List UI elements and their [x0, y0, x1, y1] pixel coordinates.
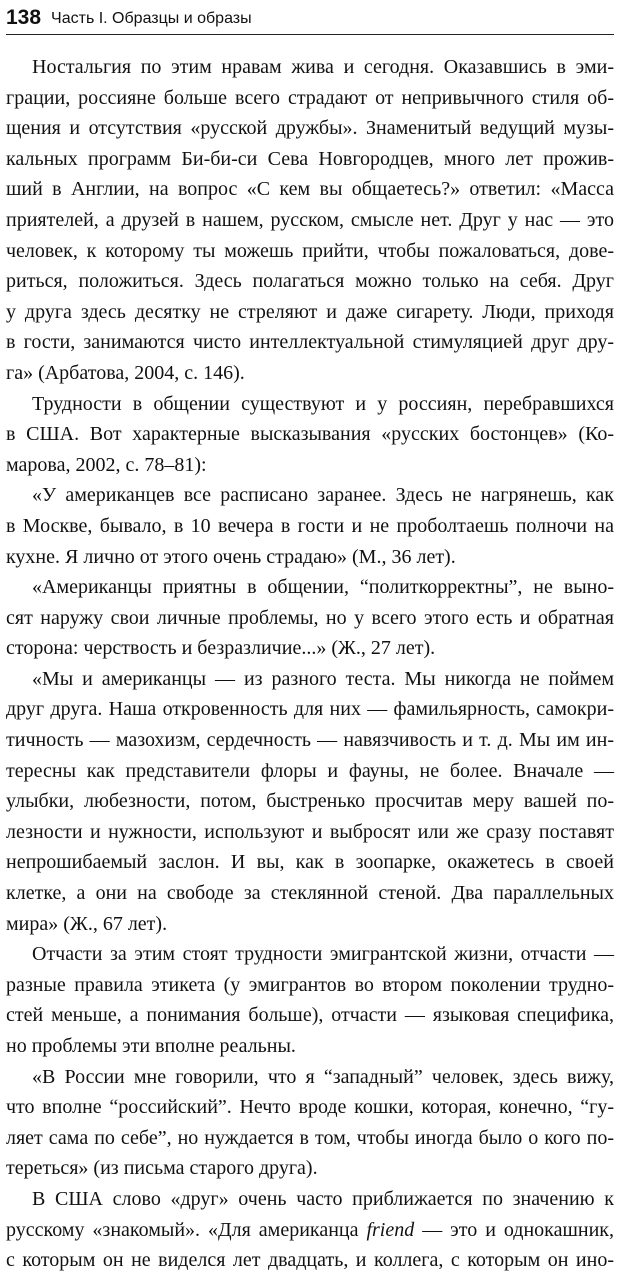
text-line: «Американцы приятны в общении, “политкорректны”, не выно-	[32, 576, 614, 599]
text-line: русскому «знакомый». «Для американца friend — это и однокашник,	[6, 1218, 614, 1241]
body-text	[6, 52, 614, 1276]
text-line: «У американцев все расписано заранее. Здесь не нагрянешь, как	[32, 484, 614, 507]
page-header	[6, 4, 614, 35]
text-line: грации, россияне больше всего страдают от непривычного стиля об-	[6, 86, 614, 109]
text-line: Отчасти за этим стоят трудности эмигрантской жизни, отчасти —	[32, 943, 614, 966]
text-line: кальных программ Би-би-си Сева Новгородцев, много лет прожив-	[6, 147, 614, 170]
text-line: разные правила этикета (у эмигрантов во втором поколении трудно-	[6, 973, 614, 996]
text-line: мира» (Ж., 67 лет).	[6, 912, 168, 935]
text-line: приятелей, а друзей в нашем, русском, смысле нет. Друг у нас — это	[6, 208, 614, 231]
text-line: «Мы и американцы — из разного теста. Мы никогда не поймем	[32, 667, 614, 690]
running-title: Часть I. Образцы и образы	[51, 10, 252, 27]
text-line: но проблемы эти вполне реальны.	[6, 1035, 296, 1057]
text-line: Ностальгия по этим нравам жива и сегодня. Оказавшись в эми-	[32, 56, 614, 78]
text-line: В США слово «друг» очень часто приближается по значению к	[32, 1187, 614, 1210]
text-line: «В России мне говорили, что я “западный” человек, здесь вижу,	[32, 1065, 614, 1088]
text-line: ший в Англии, на вопрос «С кем вы общаетесь?» ответил: «Масса	[6, 178, 614, 201]
text-line: риться, положиться. Здесь полагаться можно только на себя. Друг	[6, 270, 614, 293]
text-line: у друга здесь десятку не стреляют и даже сигарету. Люди, приходя	[6, 300, 614, 323]
text-line: сторона: черствость и безразличие...» (Ж., 27 лет).	[6, 637, 436, 660]
text-line: стей меньше, а понимания больше), отчасти — языковая специфика,	[6, 1004, 614, 1027]
foreign-word: friend	[366, 1218, 415, 1241]
text-line: тересны как представители флоры и фауны, не более. Вначале —	[6, 759, 614, 782]
text-line: марова, 2002, с. 78–81):	[6, 453, 207, 476]
page-number: 138	[6, 6, 42, 29]
text-line: ляет сама по себе”, но нуждается в том, чтобы иногда было о кого по-	[6, 1126, 614, 1149]
text-line: с которым он не виделся лет двадцать, и коллега, с которым он ино-	[6, 1249, 614, 1272]
text-line: улыбки, любезности, потом, быстренько просчитав меру вашей по-	[6, 790, 614, 813]
text-line: непрошибаемый заслон. И вы, как в зоопарке, окажетесь в своей	[6, 851, 614, 874]
text-line: что вполне “российский”. Нечто вроде кошки, которая, конечно, “гу-	[6, 1096, 614, 1119]
text-line: тереться» (из письма старого друга).	[6, 1157, 318, 1180]
text-line: щения и отсутствия «русской дружбы». Знаменитый ведущий музы-	[6, 117, 614, 140]
text-line: клетке, а они на свободе за стеклянной стеной. Два параллельных	[6, 882, 614, 905]
text-line: друг друга. Наша откровенность для них — фамильярность, самокри-	[6, 698, 614, 721]
text-line: в Москве, бывало, в 10 вечера в гости и не проболтаешь полночи на	[6, 514, 614, 537]
text-line: тичность — мазохизм, сердечность — навязчивость и т. д. Мы им ин-	[6, 729, 614, 752]
text-line: лезности и нужности, используют и выбросят или же сразу поставят	[6, 820, 614, 843]
text-line: человек, к которому ты можешь прийти, чтобы пожаловаться, дове-	[6, 239, 614, 262]
text-line: сят наружу свои личные проблемы, но у всего этого есть и обратная	[6, 606, 614, 629]
text-line: га» (Арбатова, 2004, с. 146).	[6, 361, 245, 384]
text-line: в гости, занимаются чисто интеллектуальной стимуляцией друг дру-	[6, 331, 614, 354]
text-line: в США. Вот характерные высказывания «русских бостонцев» (Ко-	[6, 423, 614, 446]
text-line: кухне. Я лично от этого очень страдаю» (М., 36 лет).	[6, 545, 456, 568]
text-line: Трудности в общении существуют и у россиян, перебравшихся	[32, 392, 614, 415]
